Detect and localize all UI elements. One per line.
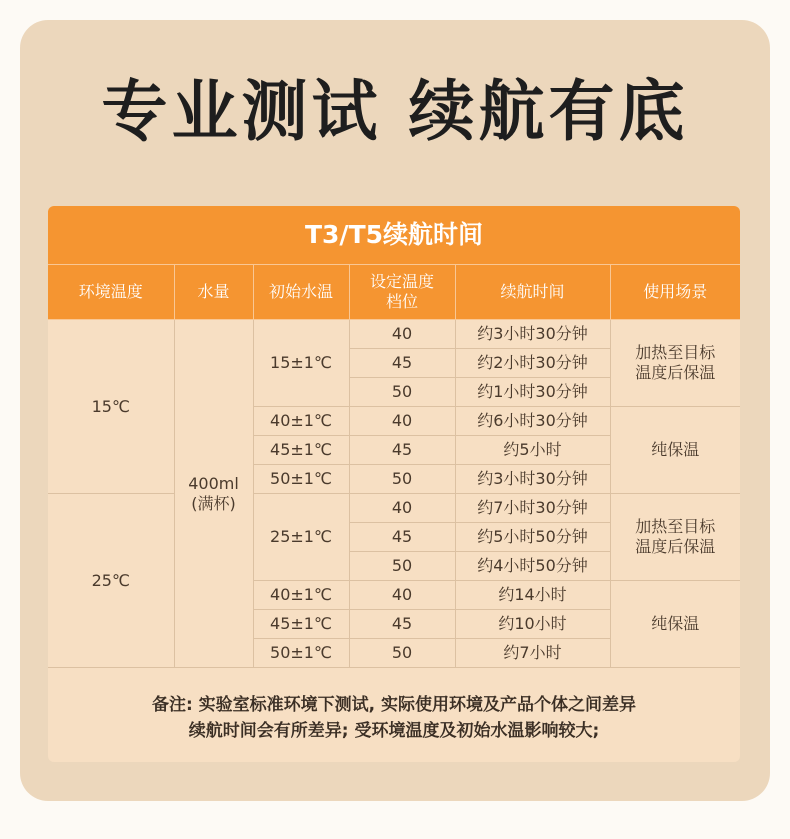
init-temp-cell: 50±1℃ xyxy=(253,465,349,494)
scene-cell: 加热至目标 温度后保温 xyxy=(610,494,740,581)
table-row xyxy=(48,494,740,523)
scene-cell: 加热至目标 温度后保温 xyxy=(610,320,740,407)
duration-cell: 约2小时30分钟 xyxy=(455,349,610,378)
init-temp-cell: 40±1℃ xyxy=(253,581,349,610)
duration-cell: 约7小时 xyxy=(455,639,610,668)
footnote-line-1: 备注: 实验室标准环境下测试, 实际使用环境及产品个体之间差异 xyxy=(151,695,637,715)
col-header-setting: 设定温度 档位 xyxy=(349,265,455,320)
duration-cell: 约3小时30分钟 xyxy=(455,465,610,494)
duration-cell: 约10小时 xyxy=(455,610,610,639)
init-temp-cell: 25±1℃ xyxy=(253,494,349,581)
setting-cell: 45 xyxy=(349,436,455,465)
env-temp-cell: 15℃ xyxy=(48,320,174,494)
setting-cell: 40 xyxy=(349,320,455,349)
duration-cell: 约14小时 xyxy=(455,581,610,610)
table-row xyxy=(48,320,740,349)
duration-cell: 约5小时50分钟 xyxy=(455,523,610,552)
footnote-line-2: 续航时间会有所差异; 受环境温度及初始水温影响较大; xyxy=(188,721,600,741)
setting-cell: 50 xyxy=(349,378,455,407)
setting-cell: 45 xyxy=(349,523,455,552)
setting-cell: 45 xyxy=(349,610,455,639)
endurance-table-panel xyxy=(48,206,740,762)
scene-cell: 纯保温 xyxy=(610,581,740,668)
duration-cell: 约4小时50分钟 xyxy=(455,552,610,581)
table-header-row xyxy=(48,265,740,320)
water-cell: 400ml (满杯) xyxy=(174,320,253,668)
col-header-env-temp: 环境温度 xyxy=(48,265,174,320)
page-headline: 专业测试 续航有底 xyxy=(101,73,689,150)
init-temp-cell: 50±1℃ xyxy=(253,639,349,668)
init-temp-cell: 15±1℃ xyxy=(253,320,349,407)
endurance-table xyxy=(48,264,740,668)
col-header-init-temp: 初始水温 xyxy=(253,265,349,320)
init-temp-cell: 45±1℃ xyxy=(253,436,349,465)
setting-cell: 50 xyxy=(349,639,455,668)
setting-cell: 40 xyxy=(349,407,455,436)
setting-cell: 40 xyxy=(349,581,455,610)
col-header-scene: 使用场景 xyxy=(610,265,740,320)
env-temp-cell: 25℃ xyxy=(48,494,174,668)
setting-cell: 50 xyxy=(349,552,455,581)
duration-cell: 约1小时30分钟 xyxy=(455,378,610,407)
table-title: T3/T5续航时间 xyxy=(48,206,740,264)
setting-cell: 50 xyxy=(349,465,455,494)
duration-cell: 约7小时30分钟 xyxy=(455,494,610,523)
scene-cell: 纯保温 xyxy=(610,407,740,494)
duration-cell: 约5小时 xyxy=(455,436,610,465)
init-temp-cell: 45±1℃ xyxy=(253,610,349,639)
footnote xyxy=(48,692,740,744)
duration-cell: 约6小时30分钟 xyxy=(455,407,610,436)
setting-cell: 45 xyxy=(349,349,455,378)
col-header-duration: 续航时间 xyxy=(455,265,610,320)
duration-cell: 约3小时30分钟 xyxy=(455,320,610,349)
setting-cell: 40 xyxy=(349,494,455,523)
init-temp-cell: 40±1℃ xyxy=(253,407,349,436)
col-header-water: 水量 xyxy=(174,265,253,320)
